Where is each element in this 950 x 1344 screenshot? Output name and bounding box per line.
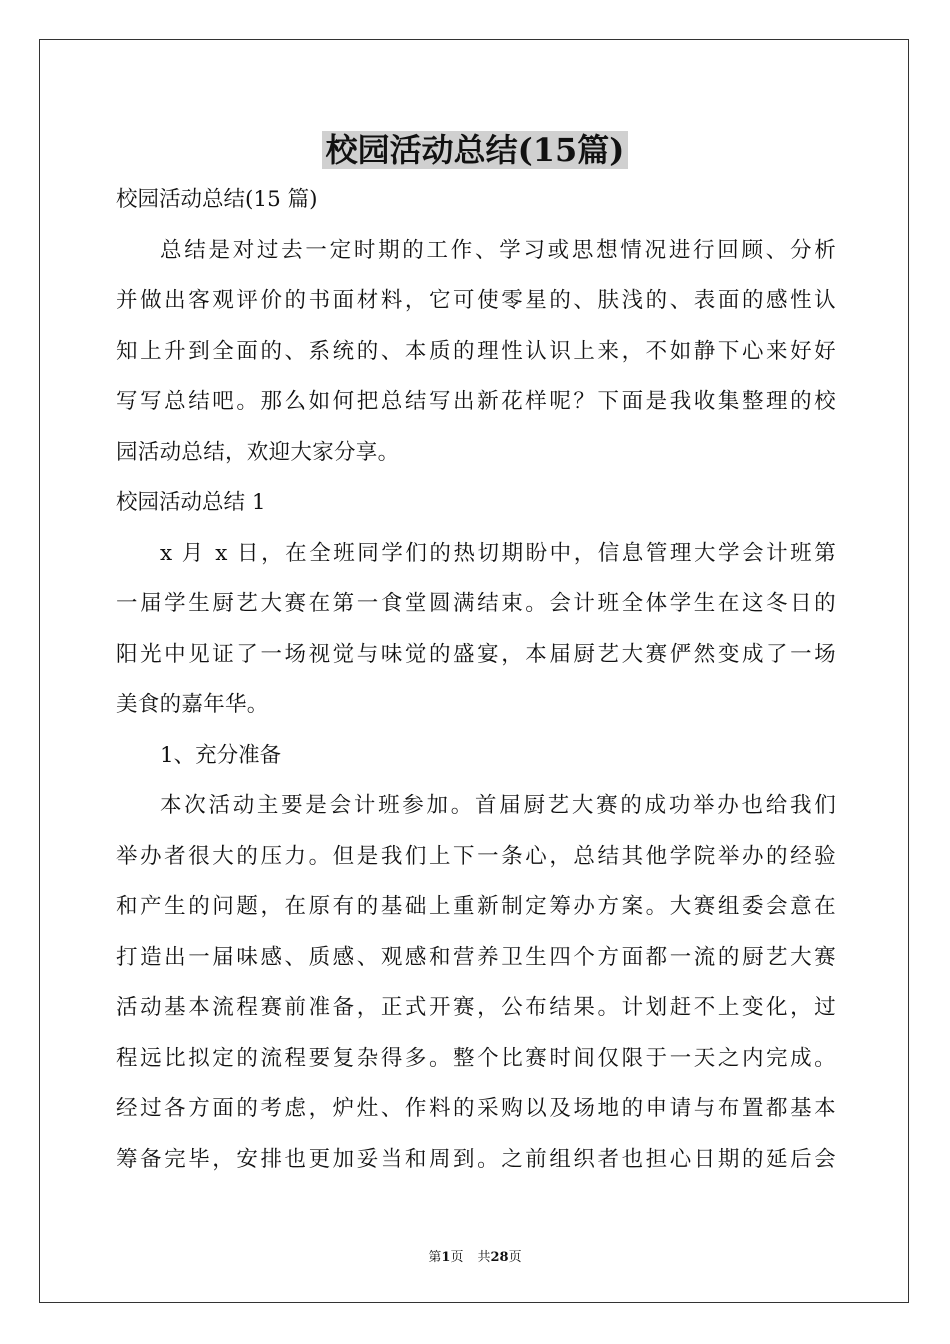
paragraph-line: 阳光中见证了一场视觉与味觉的盛宴，本届厨艺大赛俨然变成了一场 [116,641,836,667]
paragraph-line: 并做出客观评价的书面材料，它可使零星的、肤浅的、表面的感性认 [116,288,836,313]
paragraph-line: 活动基本流程赛前准备，正式开赛，公布结果。计划赶不上变化，过 [116,995,836,1020]
page-footer [0,1249,950,1267]
total-prefix: 共 [477,1250,491,1265]
paragraph-line: 写写总结吧。那么如何把总结写出新花样呢？下面是我收集整理的校 [116,389,836,414]
paragraph-line: 程远比拟定的流程要复杂得多。整个比赛时间仅限于一天之内完成。 [116,1045,836,1071]
paragraph-line: 本次活动主要是会计班参加。首届厨艺大赛的成功举办也给我们 [160,793,836,818]
paragraph-line: 一届学生厨艺大赛在第一食堂圆满结束。会计班全体学生在这冬日的 [116,591,836,616]
section-heading: 校园活动总结 1 [116,490,266,515]
paragraph-line: 和产生的问题，在原有的基础上重新制定筹办方案。大赛组委会意在 [116,894,836,919]
paragraph-line: 知上升到全面的、系统的、本质的理性认识上来，不如静下心来好好 [116,338,836,364]
subsection-heading: 1、充分准备 [160,742,282,768]
paragraph-line: 筹备完毕，安排也更加妥当和周到。之前组织者也担心日期的延后会 [116,1146,836,1172]
document-title-text: 校园活动总结(15篇) [322,131,629,169]
paragraph-line: 总结是对过去一定时期的工作、学习或思想情况进行回顾、分析 [160,237,836,263]
paragraph-line: 经过各方面的考虑，炉灶、作料的采购以及场地的申请与布置都基本 [116,1096,836,1121]
paragraph-line: 园活动总结，欢迎大家分享。 [116,439,400,465]
paragraph-line: 美食的嘉年华。 [116,692,269,717]
total-pages: 28 [490,1250,509,1265]
paragraph-line: x 月 x 日，在全班同学们的热切期盼中，信息管理大学会计班第 [160,540,836,566]
page-unit: 页 [450,1250,464,1265]
document-body [116,175,836,1185]
paragraph-line: 打造出一届味感、质感、观感和营养卫生四个方面都一流的厨艺大赛 [116,944,836,970]
page-number: 1 [441,1250,451,1265]
paragraph-line: 举办者很大的压力。但是我们上下一条心，总结其他学院举办的经验 [116,843,836,869]
page-prefix: 第 [428,1250,442,1265]
subtitle-line: 校园活动总结(15 篇) [116,187,318,212]
total-unit: 页 [508,1250,522,1265]
document-title [0,128,950,172]
